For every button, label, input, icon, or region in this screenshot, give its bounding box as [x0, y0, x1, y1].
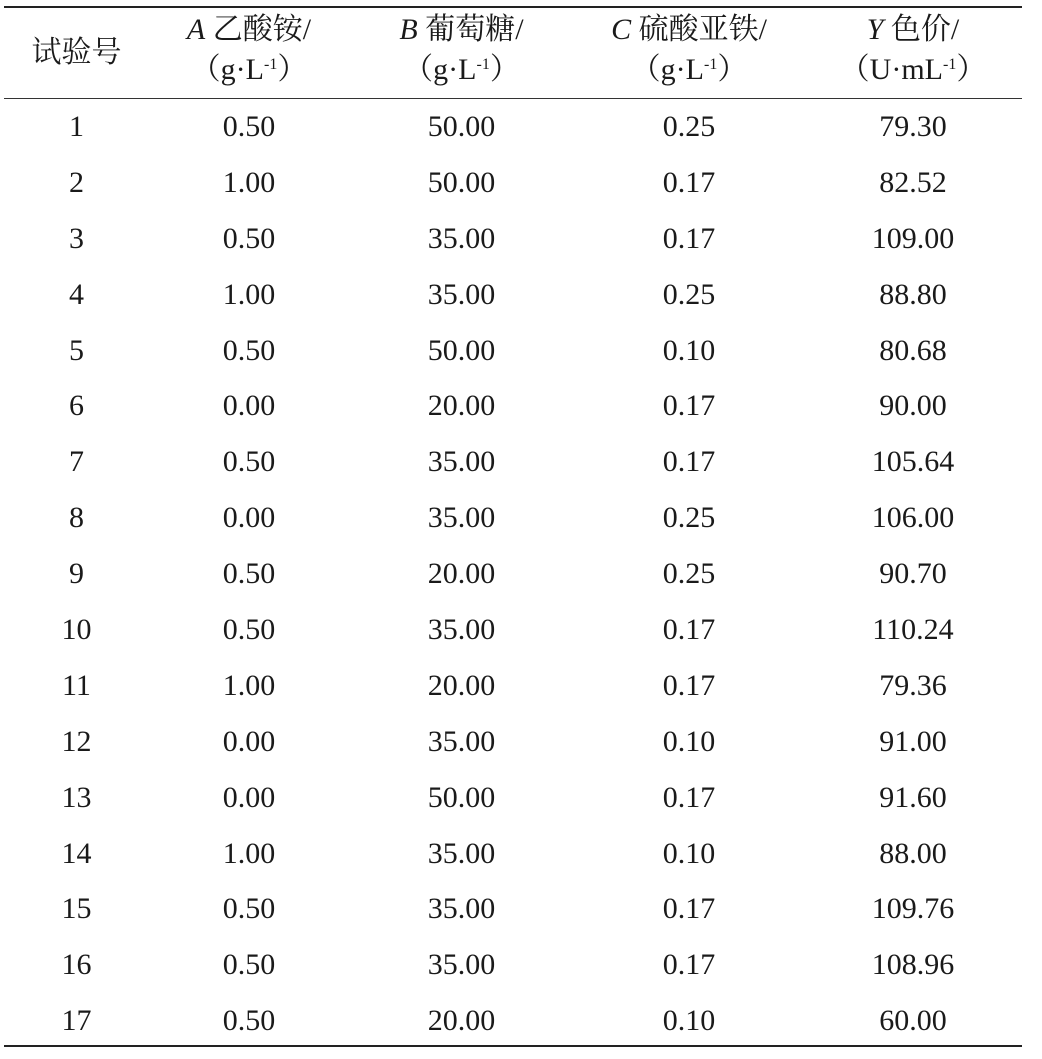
cell-ammonium-acetate: 0.50 — [222, 557, 276, 591]
cell-color-value: 79.36 — [879, 668, 947, 702]
cell-ammonium-acetate: 1.00 — [222, 836, 276, 870]
cell-ammonium-acetate: 1.00 — [222, 668, 276, 702]
cell-ferrous-sulfate: 0.25 — [662, 501, 716, 535]
cell-glucose: 50.00 — [427, 165, 496, 199]
cell-trial-number: 9 — [69, 557, 84, 591]
cell-glucose: 20.00 — [427, 389, 496, 423]
table-row — [4, 826, 1022, 882]
cell-ferrous-sulfate: 0.17 — [662, 668, 716, 702]
cell-ammonium-acetate: 0.00 — [222, 724, 276, 758]
cell-glucose: 35.00 — [427, 277, 496, 311]
table-row — [4, 937, 1022, 993]
cell-ferrous-sulfate: 0.10 — [662, 836, 716, 870]
cell-ferrous-sulfate: 0.17 — [662, 948, 716, 982]
cell-ammonium-acetate: 0.50 — [222, 892, 276, 926]
table-row — [4, 267, 1022, 323]
cell-ferrous-sulfate: 0.17 — [662, 613, 716, 647]
table-row — [4, 881, 1022, 937]
header-ferrous-sulfate: C 硫酸亚铁/ $(g\cdot L^{-1})$ — [611, 13, 767, 86]
cell-glucose: 35.00 — [427, 445, 496, 479]
cell-ammonium-acetate: 0.00 — [222, 501, 276, 535]
cell-color-value: 110.24 — [872, 613, 954, 647]
cell-color-value: 108.96 — [871, 948, 955, 982]
cell-ammonium-acetate: 0.50 — [222, 221, 276, 255]
cell-glucose: 50.00 — [427, 780, 496, 814]
cell-color-value: 88.80 — [879, 277, 947, 311]
table-row — [4, 434, 1022, 490]
cell-ammonium-acetate: 0.50 — [222, 445, 276, 479]
cell-ammonium-acetate: 0.50 — [222, 613, 276, 647]
cell-ferrous-sulfate: 0.17 — [662, 780, 716, 814]
cell-glucose: 35.00 — [427, 892, 496, 926]
cell-ferrous-sulfate: 0.25 — [662, 110, 716, 143]
cell-trial-number: 4 — [69, 277, 84, 311]
cell-color-value: 106.00 — [871, 501, 955, 535]
cell-trial-number: 5 — [69, 333, 84, 367]
cell-trial-number: 17 — [61, 1004, 92, 1038]
table-row — [4, 155, 1022, 211]
table-row — [4, 993, 1022, 1049]
cell-trial-number: 16 — [61, 948, 92, 982]
cell-ammonium-acetate: 1.00 — [222, 165, 276, 199]
cell-glucose: 20.00 — [427, 1004, 496, 1038]
cell-ferrous-sulfate: 0.10 — [662, 724, 716, 758]
table-row — [4, 211, 1022, 267]
cell-glucose: 50.00 — [427, 110, 496, 143]
cell-trial-number: 14 — [61, 836, 92, 870]
header-trial-number: 试验号 — [31, 36, 122, 69]
cell-trial-number: 7 — [69, 445, 84, 479]
table-header — [4, 10, 1022, 96]
cell-glucose: 35.00 — [427, 613, 496, 647]
table-row — [4, 99, 1022, 155]
cell-ferrous-sulfate: 0.17 — [662, 165, 716, 199]
cell-color-value: 79.30 — [879, 110, 947, 143]
cell-ferrous-sulfate: 0.17 — [662, 221, 716, 255]
cell-trial-number: 1 — [69, 110, 84, 143]
cell-color-value: 91.60 — [879, 780, 947, 814]
cell-color-value: 109.76 — [871, 892, 955, 926]
table-top-rule — [4, 6, 1022, 8]
cell-color-value: 109.00 — [871, 221, 955, 255]
cell-ammonium-acetate: 0.50 — [222, 110, 276, 143]
cell-trial-number: 10 — [61, 613, 92, 647]
table-row — [4, 323, 1022, 379]
cell-trial-number: 13 — [61, 780, 92, 814]
cell-glucose: 50.00 — [427, 333, 496, 367]
cell-color-value: 91.00 — [879, 724, 947, 758]
cell-trial-number: 6 — [69, 389, 84, 423]
table-row — [4, 602, 1022, 658]
cell-trial-number: 3 — [69, 221, 84, 255]
cell-color-value: 90.70 — [879, 557, 947, 591]
table-body — [4, 99, 1022, 1049]
table-row — [4, 714, 1022, 770]
cell-glucose: 20.00 — [427, 557, 496, 591]
cell-ferrous-sulfate: 0.17 — [662, 389, 716, 423]
cell-ammonium-acetate: 1.00 — [222, 277, 276, 311]
cell-ferrous-sulfate: 0.25 — [662, 277, 716, 311]
header-color-value: Y 色价/ $(U\cdot mL^{-1})$ — [839, 13, 987, 86]
table-row — [4, 490, 1022, 546]
cell-glucose: 35.00 — [427, 501, 496, 535]
cell-color-value: 105.64 — [871, 445, 955, 479]
header-ammonium-acetate: A 乙酸铵/ $(g\cdot L^{-1})$ — [186, 13, 312, 86]
cell-color-value: 90.00 — [879, 389, 947, 423]
cell-glucose: 35.00 — [427, 724, 496, 758]
cell-trial-number: 15 — [61, 892, 92, 926]
cell-ammonium-acetate: 0.50 — [222, 948, 276, 982]
cell-ferrous-sulfate: 0.25 — [662, 557, 716, 591]
cell-ferrous-sulfate: 0.17 — [662, 445, 716, 479]
cell-color-value: 88.00 — [879, 836, 947, 870]
cell-ferrous-sulfate: 0.10 — [662, 333, 716, 367]
cell-ferrous-sulfate: 0.17 — [662, 892, 716, 926]
cell-color-value: 82.52 — [879, 165, 947, 199]
cell-color-value: 60.00 — [879, 1004, 947, 1038]
cell-ammonium-acetate: 0.00 — [222, 780, 276, 814]
cell-trial-number: 12 — [61, 724, 92, 758]
cell-ferrous-sulfate: 0.10 — [662, 1004, 716, 1038]
cell-glucose: 35.00 — [427, 948, 496, 982]
header-glucose: B 葡萄糖/ $(g\cdot L^{-1})$ — [399, 13, 524, 86]
table-row — [4, 546, 1022, 602]
cell-glucose: 20.00 — [427, 668, 496, 702]
table-row — [4, 770, 1022, 826]
cell-glucose: 35.00 — [427, 836, 496, 870]
cell-trial-number: 8 — [69, 501, 84, 535]
cell-ammonium-acetate: 0.50 — [222, 333, 276, 367]
cell-ammonium-acetate: 0.00 — [222, 389, 276, 423]
cell-ammonium-acetate: 0.50 — [222, 1004, 276, 1038]
table-row — [4, 378, 1022, 434]
cell-color-value: 80.68 — [879, 333, 947, 367]
cell-trial-number: 2 — [69, 165, 84, 199]
table-bottom-rule — [4, 1045, 1022, 1047]
cell-trial-number: 11 — [62, 668, 91, 702]
cell-glucose: 35.00 — [427, 221, 496, 255]
table-row — [4, 658, 1022, 714]
